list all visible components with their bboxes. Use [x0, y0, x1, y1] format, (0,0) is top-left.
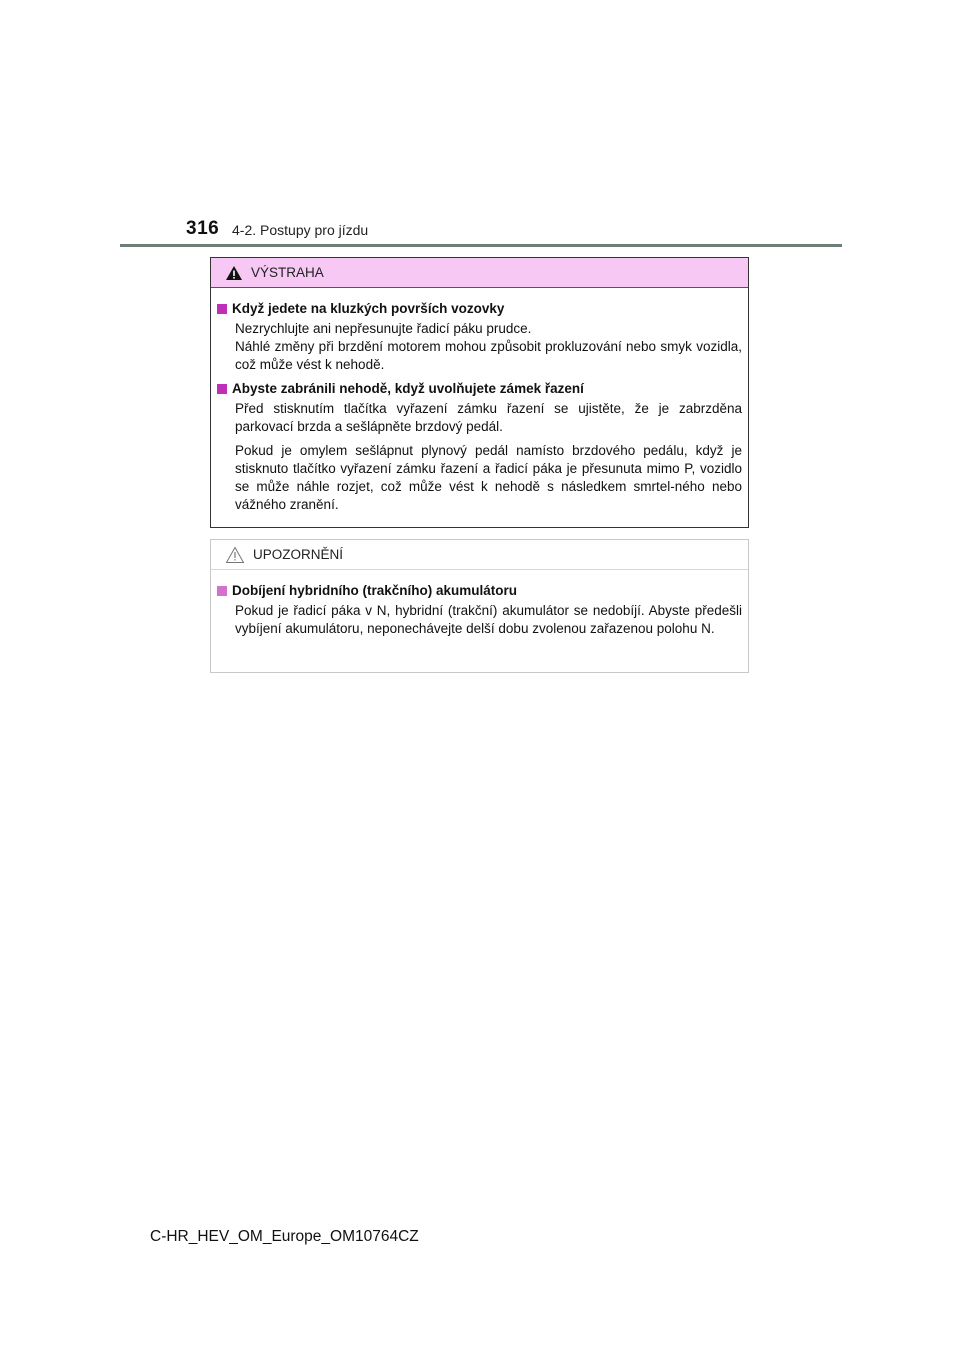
square-bullet-icon	[217, 384, 227, 394]
paragraph: Pokud je řadicí páka v N, hybridní (trakční) akumulátor se nedobíjí. Abyste předešli vybíjení akumulátoru, neponechávejte delší dobu zvolenou zařazenou polohu N.	[235, 603, 742, 636]
warning-item-title	[217, 300, 742, 318]
warning-item	[217, 380, 742, 514]
paragraph: Před stisknutím tlačítka vyřazení zámku řazení se ujistěte, že je zabrzděna parkovací brzda a sešlápněte brzdový pedál.	[235, 401, 742, 434]
caution-label: UPOZORNĚNÍ	[253, 547, 344, 562]
warning-item-title-text: Abyste zabránili nehodě, když uvolňujete zámek řazení	[232, 381, 584, 396]
warning-item-title-text: Když jedete na kluzkých površích vozovky	[232, 301, 505, 316]
page-number: 316	[186, 218, 220, 239]
warning-triangle-icon	[225, 265, 243, 281]
warning-header	[211, 258, 748, 288]
caution-box	[210, 539, 749, 673]
warning-label: VÝSTRAHA	[251, 265, 324, 280]
caution-item-title	[217, 582, 742, 600]
header-rule	[120, 244, 842, 247]
warning-body	[211, 288, 748, 514]
warning-box	[210, 257, 749, 528]
caution-triangle-icon	[225, 546, 245, 564]
caution-item-title-text: Dobíjení hybridního (trakčního) akumulátoru	[232, 583, 518, 598]
warning-item-title	[217, 380, 742, 398]
paragraph: Náhlé změny při brzdění motorem mohou způsobit prokluzování nebo smyk vozidla, což může vést k nehodě.	[235, 339, 742, 372]
caution-item	[217, 582, 742, 638]
paragraph: Nezrychlujte ani nepřesunujte řadicí páku prudce.	[235, 321, 532, 336]
square-bullet-icon	[217, 304, 227, 314]
square-bullet-icon	[217, 586, 227, 596]
warning-item	[217, 300, 742, 374]
paragraph: Pokud je omylem sešlápnut plynový pedál namísto brzdového pedálu, když je stisknuto tlačítko vyřazení zámku řazení a řadicí páka je přesunuta mimo P, vozidlo se může náhle rozjet, což může vést k nehodě s následkem smrtel-ného nebo vážného zranění.	[235, 443, 742, 512]
section-title: 4-2. Postupy pro jízdu	[232, 222, 369, 238]
caution-body	[211, 570, 748, 638]
caution-header	[211, 540, 748, 570]
document-id: C-HR_HEV_OM_Europe_OM10764CZ	[150, 1228, 419, 1245]
